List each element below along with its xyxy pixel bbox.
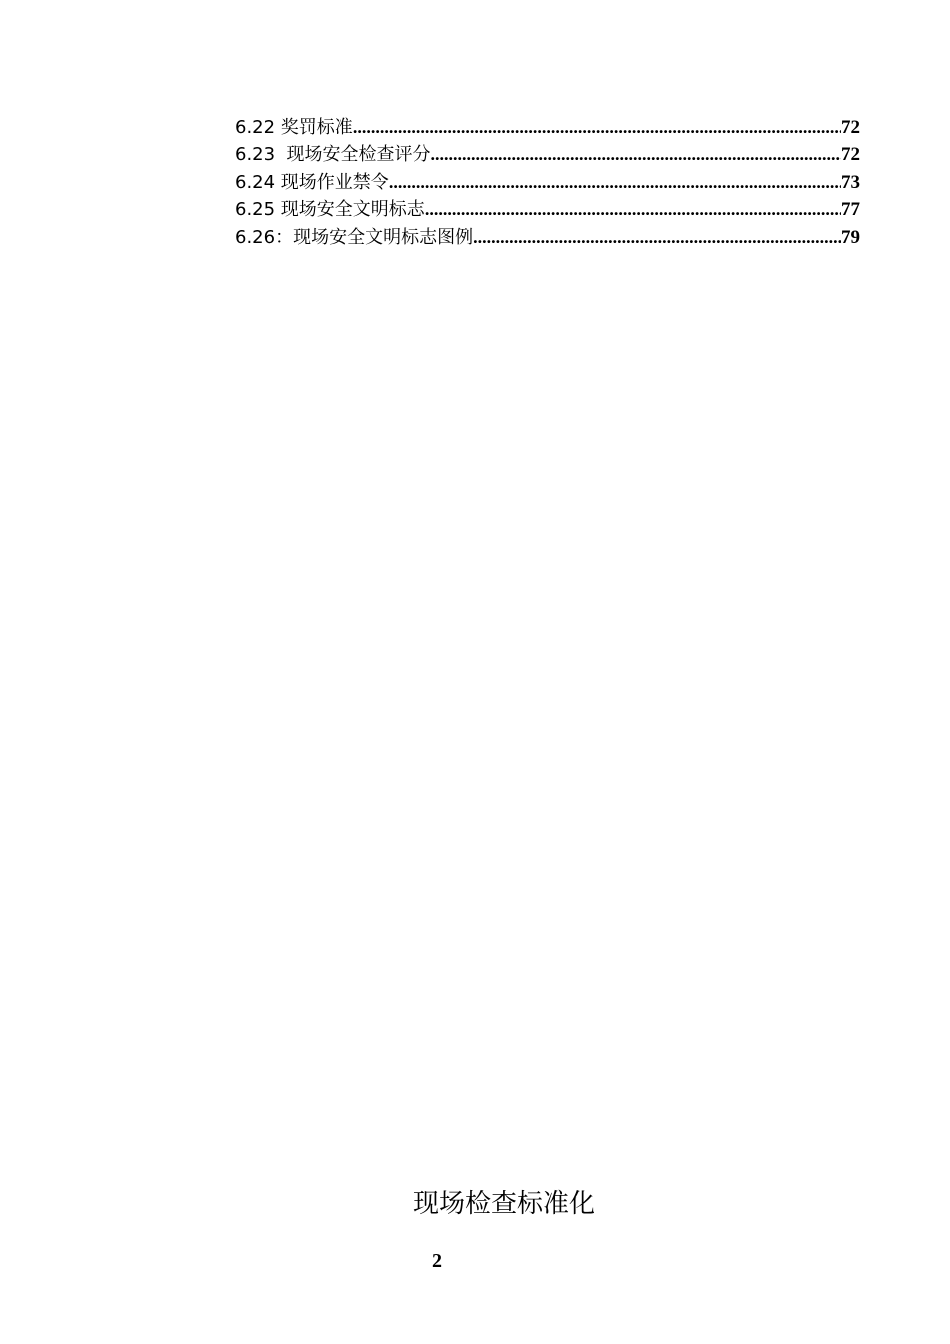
toc-leader-dots [389,169,841,196]
toc-entry-title: 6.25 现场安全文明标志 [235,199,425,221]
toc-entry[interactable] [235,196,860,223]
toc-entry-title: 6.23 现场安全检查评分 [235,144,431,166]
toc-leader-dots [473,224,841,251]
toc-entry-page: 79 [841,226,860,248]
toc-entry-page: 73 [841,171,860,193]
toc-entry-title: 6.26：现场安全文明标志图例 [235,226,474,248]
toc-entry[interactable] [235,224,860,251]
toc-leader-dots [431,141,841,168]
page-number: 2 [432,1250,442,1272]
toc-entry-page: 72 [841,144,860,166]
toc-leader-dots [353,114,841,141]
toc-entry-page: 77 [841,199,860,221]
toc-leader-dots [425,196,841,223]
footer-title: 现场检查标准化 [412,1189,595,1219]
toc-entry[interactable] [235,169,860,196]
toc-entry-title: 6.22 奖罚标准 [235,117,353,138]
toc-entry-title: 6.24 现场作业禁令 [235,171,389,193]
toc-entry[interactable] [235,114,860,141]
table-of-contents [235,114,860,251]
toc-entry[interactable] [235,141,860,168]
toc-entry-page: 72 [841,117,860,138]
